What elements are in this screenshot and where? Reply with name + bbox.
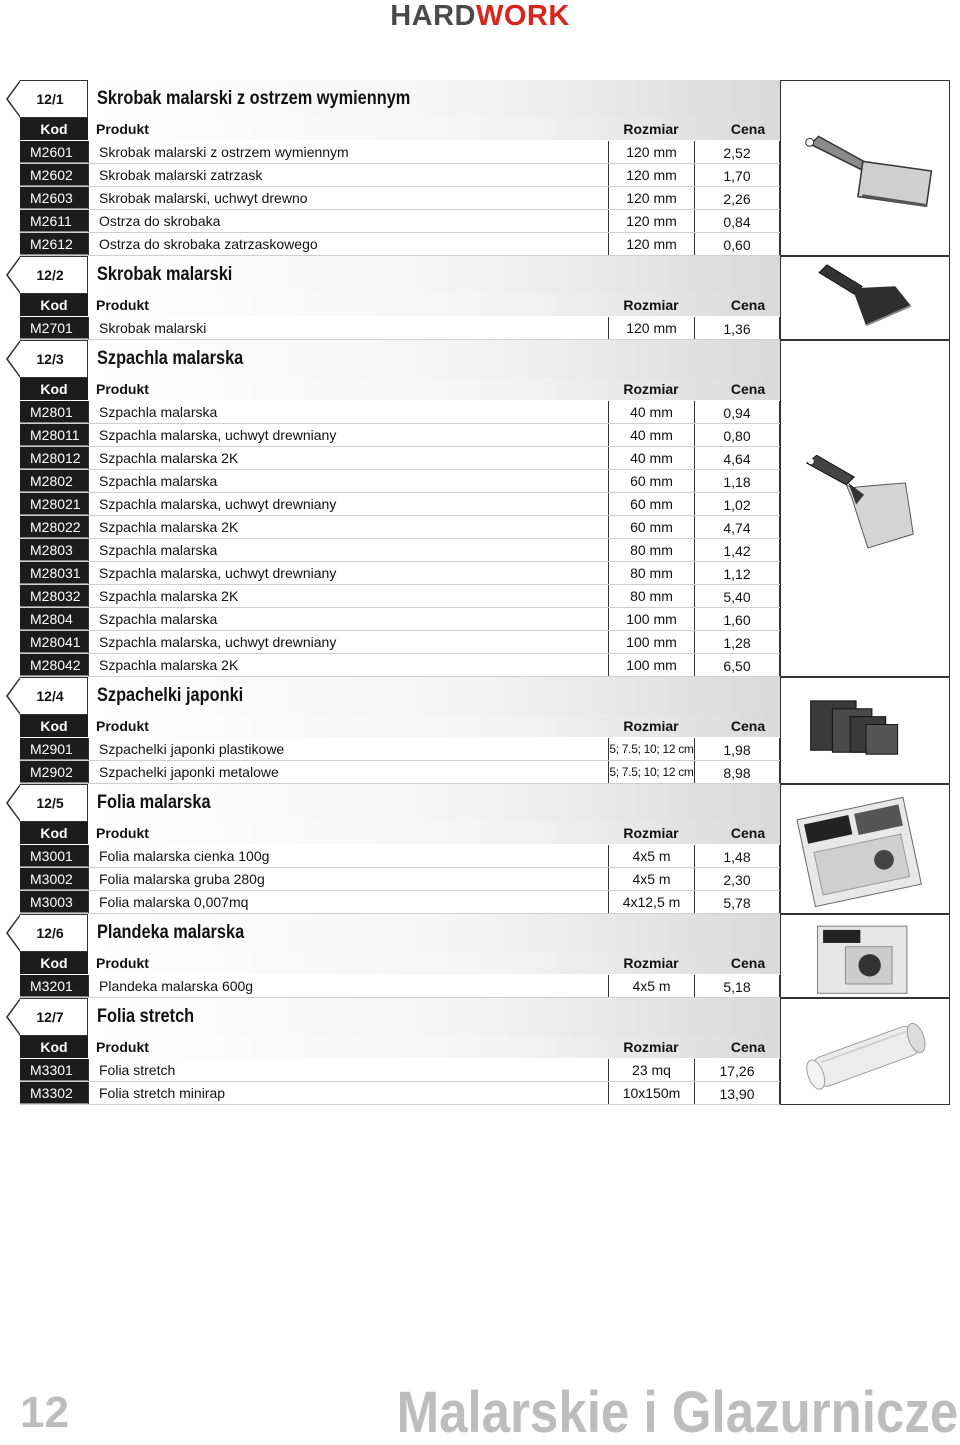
product-size: 5; 7.5; 10; 12 cm	[608, 738, 694, 760]
column-header-product: Produkt	[96, 121, 149, 137]
column-header-price: Cena	[730, 1039, 766, 1055]
product-code: M28032	[20, 585, 88, 607]
product-name: Szpachla malarska, uchwyt drewniany	[88, 493, 608, 515]
column-header-price: Cena	[730, 955, 766, 971]
section-title-bar	[89, 914, 780, 952]
column-header-row	[20, 294, 780, 316]
column-header-size: Rozmiar	[623, 718, 679, 734]
product-price: 4,64	[694, 447, 780, 469]
table-row	[20, 868, 780, 891]
product-price: 0,84	[694, 210, 780, 232]
table-row	[20, 1082, 780, 1105]
column-header-price: Cena	[730, 825, 766, 841]
table-row	[20, 585, 780, 608]
column-header-row	[20, 952, 780, 974]
section-number: 12/4	[36, 688, 64, 704]
section-title-bar	[89, 340, 780, 378]
product-name: Szpachelki japonki plastikowe	[88, 738, 608, 760]
product-price: 2,26	[694, 187, 780, 209]
product-price: 1,70	[694, 164, 780, 186]
page-number: 12	[20, 1388, 69, 1437]
column-header-size: Rozmiar	[623, 825, 679, 841]
product-size: 120 mm	[608, 233, 694, 255]
product-name: Szpachla malarska	[88, 401, 608, 423]
product-size: 40 mm	[608, 447, 694, 469]
product-code: M2612	[20, 233, 88, 255]
table-row	[20, 516, 780, 539]
product-size: 80 mm	[608, 539, 694, 561]
column-header-rest	[88, 1036, 780, 1058]
product-price: 1,12	[694, 562, 780, 584]
product-name: Ostrza do skrobaka zatrzaskowego	[88, 233, 608, 255]
product-code: M3001	[20, 845, 88, 867]
section-header	[0, 914, 780, 952]
product-price: 5,18	[694, 975, 780, 997]
column-header-size: Rozmiar	[623, 381, 679, 397]
column-header-code: Kod	[20, 822, 88, 844]
column-header-product: Produkt	[96, 718, 149, 734]
product-price: 1,02	[694, 493, 780, 515]
brand-logo-part2: WORK	[475, 0, 570, 32]
column-header-code: Kod	[20, 378, 88, 400]
product-name: Szpachelki japonki metalowe	[88, 761, 608, 783]
section-number: 12/3	[36, 351, 64, 367]
product-name: Folia malarska cienka 100g	[88, 845, 608, 867]
product-size: 120 mm	[608, 210, 694, 232]
product-price: 2,30	[694, 868, 780, 890]
table-row	[20, 164, 780, 187]
product-size: 4x5 m	[608, 975, 694, 997]
section-number: 12/5	[36, 795, 64, 811]
table-row	[20, 539, 780, 562]
section-title: Skrobak malarski z ostrzem wymiennym	[97, 88, 411, 109]
stretch-film-roll-icon	[780, 998, 950, 1105]
section-header	[0, 340, 780, 378]
product-name: Folia stretch minirap	[88, 1082, 608, 1104]
product-size: 40 mm	[608, 424, 694, 446]
brand-logo-part1: HARD	[390, 0, 476, 32]
product-name: Szpachla malarska 2K	[88, 447, 608, 469]
product-size: 40 mm	[608, 401, 694, 423]
table-row	[20, 761, 780, 784]
product-size: 120 mm	[608, 164, 694, 186]
product-price: 13,90	[694, 1082, 780, 1104]
product-price: 6,50	[694, 654, 780, 676]
section-title: Szpachelki japonki	[97, 685, 244, 706]
product-code: M3201	[20, 975, 88, 997]
product-code: M2804	[20, 608, 88, 630]
product-code: M2601	[20, 141, 88, 163]
column-header-code: Kod	[20, 118, 88, 140]
product-size: 60 mm	[608, 493, 694, 515]
section-header	[0, 677, 780, 715]
column-header-product: Produkt	[96, 1039, 149, 1055]
section-title: Plandeka malarska	[97, 922, 245, 943]
putty-knife-icon	[780, 340, 950, 677]
section-title-bar	[89, 998, 780, 1036]
product-size: 100 mm	[608, 608, 694, 630]
table-row	[20, 210, 780, 233]
column-header-size: Rozmiar	[623, 1039, 679, 1055]
table-row	[20, 470, 780, 493]
product-price: 5,40	[694, 585, 780, 607]
column-header-code: Kod	[20, 952, 88, 974]
product-size: 10x150m	[608, 1082, 694, 1104]
section-number: 12/2	[36, 267, 64, 283]
column-header-rest	[88, 822, 780, 844]
section-title: Folia malarska	[97, 792, 211, 813]
chapter-title: Malarskie i Glazurnicze	[396, 1380, 958, 1445]
product-code: M28011	[20, 424, 88, 446]
column-header-product: Produkt	[96, 825, 149, 841]
product-code: M28022	[20, 516, 88, 538]
product-name: Folia stretch	[88, 1059, 608, 1081]
product-code: M2602	[20, 164, 88, 186]
table-row	[20, 562, 780, 585]
product-size: 100 mm	[608, 654, 694, 676]
product-name: Folia malarska gruba 280g	[88, 868, 608, 890]
product-code: M2603	[20, 187, 88, 209]
product-catalog	[0, 80, 960, 1120]
table-row	[20, 845, 780, 868]
column-header-price: Cena	[730, 718, 766, 734]
product-code: M2901	[20, 738, 88, 760]
column-header-code: Kod	[20, 1036, 88, 1058]
section-header	[0, 80, 780, 118]
column-header-rest	[88, 378, 780, 400]
product-price: 4,74	[694, 516, 780, 538]
product-size: 60 mm	[608, 516, 694, 538]
product-name: Plandeka malarska 600g	[88, 975, 608, 997]
product-code: M28021	[20, 493, 88, 515]
product-name: Szpachla malarska, uchwyt drewniany	[88, 562, 608, 584]
column-header-size: Rozmiar	[623, 121, 679, 137]
table-row	[20, 493, 780, 516]
product-size: 60 mm	[608, 470, 694, 492]
section-header	[0, 784, 780, 822]
section-title-bar	[89, 80, 780, 118]
product-size: 4x5 m	[608, 845, 694, 867]
painting-tarp-pack-icon	[780, 914, 950, 998]
section-title: Skrobak malarski	[97, 264, 233, 285]
product-price: 2,52	[694, 141, 780, 163]
section-title: Szpachla malarska	[97, 348, 244, 369]
product-code: M2701	[20, 317, 88, 339]
scraper-icon	[780, 80, 950, 256]
product-code: M28031	[20, 562, 88, 584]
table-row	[20, 447, 780, 470]
table-row	[20, 654, 780, 677]
section-header	[0, 256, 780, 294]
section-title: Folia stretch	[97, 1006, 195, 1027]
column-header-size: Rozmiar	[623, 955, 679, 971]
product-name: Skrobak malarski zatrzask	[88, 164, 608, 186]
table-row	[20, 738, 780, 761]
column-header-row	[20, 118, 780, 140]
product-name: Szpachla malarska	[88, 608, 608, 630]
product-price: 1,42	[694, 539, 780, 561]
section-title-bar	[89, 677, 780, 715]
product-price: 0,80	[694, 424, 780, 446]
table-row	[20, 975, 780, 998]
product-size: 120 mm	[608, 141, 694, 163]
product-price: 1,98	[694, 738, 780, 760]
product-size: 4x12,5 m	[608, 891, 694, 913]
column-header-price: Cena	[730, 297, 766, 313]
product-name: Szpachla malarska, uchwyt drewniany	[88, 424, 608, 446]
product-name: Skrobak malarski z ostrzem wymiennym	[88, 141, 608, 163]
product-price: 1,60	[694, 608, 780, 630]
product-price: 5,78	[694, 891, 780, 913]
table-row	[20, 631, 780, 654]
product-name: Szpachla malarska	[88, 470, 608, 492]
column-header-product: Produkt	[96, 297, 149, 313]
product-code: M28041	[20, 631, 88, 653]
column-header-price: Cena	[730, 121, 766, 137]
column-header-row	[20, 822, 780, 844]
product-code: M28042	[20, 654, 88, 676]
column-header-code: Kod	[20, 294, 88, 316]
product-code: M3302	[20, 1082, 88, 1104]
product-name: Szpachla malarska	[88, 539, 608, 561]
product-name: Szpachla malarska, uchwyt drewniany	[88, 631, 608, 653]
paint-scraper-icon	[780, 256, 950, 340]
column-header-price: Cena	[730, 381, 766, 397]
table-row	[20, 233, 780, 256]
product-price: 17,26	[694, 1059, 780, 1081]
column-header-row	[20, 715, 780, 737]
product-code: M2803	[20, 539, 88, 561]
column-header-size: Rozmiar	[623, 297, 679, 313]
product-price: 1,28	[694, 631, 780, 653]
product-size: 5; 7.5; 10; 12 cm	[608, 761, 694, 783]
column-header-row	[20, 1036, 780, 1058]
column-header-rest	[88, 952, 780, 974]
product-name: Folia malarska 0,007mq	[88, 891, 608, 913]
table-row	[20, 891, 780, 914]
product-code: M2902	[20, 761, 88, 783]
product-size: 120 mm	[608, 317, 694, 339]
product-size: 80 mm	[608, 562, 694, 584]
section-title-bar	[89, 784, 780, 822]
section-title-bar	[89, 256, 780, 294]
product-code: M3301	[20, 1059, 88, 1081]
product-code: M2611	[20, 210, 88, 232]
product-price: 1,48	[694, 845, 780, 867]
product-price: 1,36	[694, 317, 780, 339]
product-code: M2802	[20, 470, 88, 492]
column-header-row	[20, 378, 780, 400]
table-row	[20, 141, 780, 164]
product-size: 120 mm	[608, 187, 694, 209]
product-price: 0,94	[694, 401, 780, 423]
product-name: Szpachla malarska 2K	[88, 654, 608, 676]
table-row	[20, 424, 780, 447]
product-code: M28012	[20, 447, 88, 469]
column-header-rest	[88, 715, 780, 737]
column-header-rest	[88, 118, 780, 140]
painting-foil-pack-icon	[780, 784, 950, 914]
product-code: M3003	[20, 891, 88, 913]
product-price: 8,98	[694, 761, 780, 783]
product-code: M2801	[20, 401, 88, 423]
section-number: 12/7	[36, 1009, 64, 1025]
column-header-product: Produkt	[96, 955, 149, 971]
japanese-spatula-set-icon	[780, 677, 950, 784]
product-name: Szpachla malarska 2K	[88, 585, 608, 607]
product-code: M3002	[20, 868, 88, 890]
section-number: 12/1	[36, 91, 64, 107]
product-size: 4x5 m	[608, 868, 694, 890]
table-row	[20, 401, 780, 424]
product-size: 23 mq	[608, 1059, 694, 1081]
section-number: 12/6	[36, 925, 64, 941]
table-row	[20, 317, 780, 340]
section-header	[0, 998, 780, 1036]
column-header-code: Kod	[20, 715, 88, 737]
table-row	[20, 1059, 780, 1082]
brand-logo	[0, 0, 960, 34]
product-name: Ostrza do skrobaka	[88, 210, 608, 232]
column-header-rest	[88, 294, 780, 316]
product-price: 1,18	[694, 470, 780, 492]
column-header-product: Produkt	[96, 381, 149, 397]
table-row	[20, 187, 780, 210]
product-price: 0,60	[694, 233, 780, 255]
product-name: Szpachla malarska 2K	[88, 516, 608, 538]
product-size: 80 mm	[608, 585, 694, 607]
product-size: 100 mm	[608, 631, 694, 653]
table-row	[20, 608, 780, 631]
product-name: Skrobak malarski, uchwyt drewno	[88, 187, 608, 209]
product-name: Skrobak malarski	[88, 317, 608, 339]
